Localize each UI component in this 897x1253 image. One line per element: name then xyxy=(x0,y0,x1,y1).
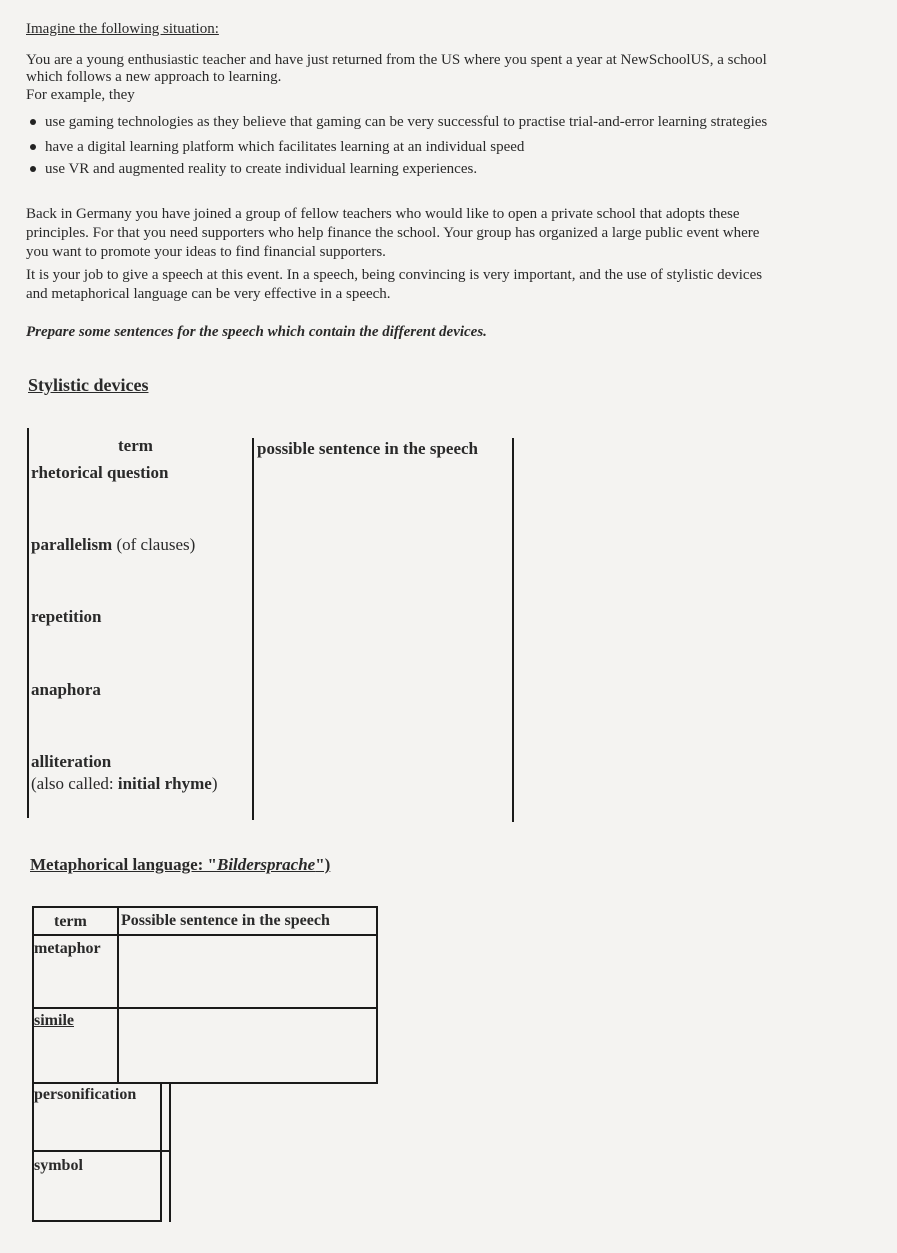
metaphor-row-rule xyxy=(32,1007,378,1009)
term-simile: simile xyxy=(34,1012,74,1029)
para-line: It is your job to give a speech at this event. In a speech, being convincing is very important, and the use of stylistic devices xyxy=(26,267,763,283)
term-parallelism: parallelism (of clauses) xyxy=(31,535,196,554)
para-line: and metaphorical language can be very effective in a speech. xyxy=(26,286,391,302)
metaphor-header-rule xyxy=(32,934,378,936)
term-anaphora: anaphora xyxy=(31,680,101,699)
metaphorical-heading: Metaphorical language: "Bildersprache") xyxy=(30,855,331,874)
stylistic-col-sentence: possible sentence in the speech xyxy=(257,439,478,458)
term-alliteration: alliteration xyxy=(31,752,112,771)
metaphor-table-divider xyxy=(117,906,119,1084)
bullet-item: use gaming technologies as they believe that gaming can be very successful to practise trial-and-error learning strategies xyxy=(30,113,767,132)
table-border-middle xyxy=(252,438,254,820)
intro-line-3: For example, they xyxy=(26,87,135,103)
bullet-item: use VR and augmented reality to create individual learning experiences. xyxy=(30,160,477,179)
lower-table-right-rule xyxy=(169,1082,171,1222)
bullet-item: have a digital learning platform which facilitates learning at an individual speed xyxy=(30,138,524,157)
stylistic-col-term: term xyxy=(118,436,153,455)
term-metaphor: metaphor xyxy=(34,940,101,957)
stylistic-heading: Stylistic devices xyxy=(28,375,149,395)
table-border-right xyxy=(512,438,514,822)
para-line: principles. For that you need supporters who help finance the school. Your group has organized a large public event where xyxy=(26,225,760,241)
para-line: you want to promote your ideas to find financial supporters. xyxy=(26,244,386,260)
intro-line-1: You are a young enthusiastic teacher and have just returned from the US where you spent a year at NewSchoolUS, a school xyxy=(26,52,767,68)
bullet-icon xyxy=(30,166,36,172)
bullet-icon xyxy=(30,144,36,150)
para-line: Back in Germany you have joined a group of fellow teachers who would like to open a private school that adopts these xyxy=(26,206,740,222)
task-instruction: Prepare some sentences for the speech which contain the different devices. xyxy=(26,324,487,340)
intro-line-2: which follows a new approach to learning. xyxy=(26,69,282,85)
intro-title: Imagine the following situation: xyxy=(26,21,219,37)
term-alliteration-note: (also called: initial rhyme) xyxy=(31,774,218,793)
term-repetition: repetition xyxy=(31,607,102,626)
table-border-left xyxy=(27,428,29,818)
term-personification: personification xyxy=(34,1086,137,1103)
bullet-icon xyxy=(30,119,36,125)
term-symbol: symbol xyxy=(34,1157,83,1174)
metaphor-table xyxy=(32,906,378,1084)
metaphorical-col-sentence: Possible sentence in the speech xyxy=(121,912,330,929)
term-rhetorical-question: rhetorical question xyxy=(31,463,169,482)
metaphorical-col-term: term xyxy=(54,913,87,930)
lower-row-rule xyxy=(32,1150,170,1152)
